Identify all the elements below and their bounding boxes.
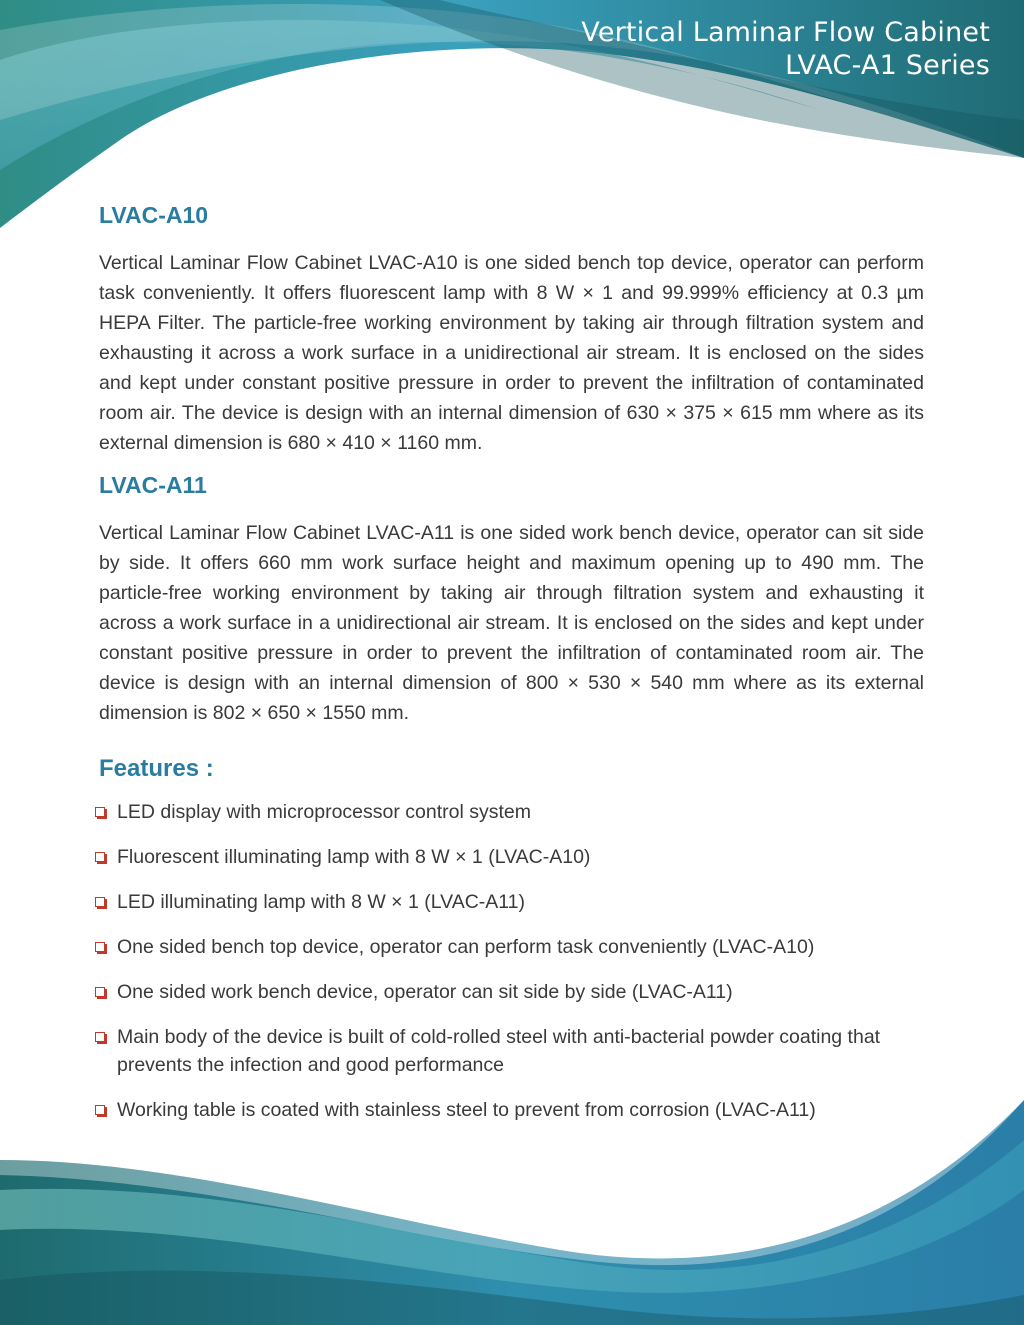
list-item bbox=[95, 888, 920, 916]
section-heading: LVAC-A10 bbox=[99, 202, 209, 228]
features-list bbox=[95, 798, 920, 1124]
feature-text: Working table is coated with stainless steel to prevent from corrosion (LVAC-A11) bbox=[117, 1099, 816, 1121]
list-item bbox=[95, 933, 920, 961]
title-line-series: LVAC-A1 Series bbox=[785, 50, 990, 81]
list-item bbox=[95, 1023, 920, 1079]
feature-text: LED illuminating lamp with 8 W × 1 (LVAC-A11) bbox=[117, 891, 526, 913]
feature-text: One sided work bench device, operator can sit side by side (LVAC-A11) bbox=[117, 981, 733, 1003]
section-heading: LVAC-A11 bbox=[99, 472, 207, 498]
list-item bbox=[95, 978, 920, 1006]
footer-wave-decoration bbox=[0, 1080, 1024, 1325]
feature-text: Main body of the device is built of cold-rolled steel with anti-bacterial powder coating that prevents the infection and good performance bbox=[117, 1026, 881, 1076]
feature-text: Fluorescent illuminating lamp with 8 W × 1 (LVAC-A10) bbox=[117, 846, 591, 868]
checkbox-bullet-icon bbox=[95, 942, 105, 952]
checkbox-bullet-icon bbox=[95, 852, 105, 862]
section-lvac-a10 bbox=[99, 200, 924, 458]
title-line-product: Vertical Laminar Flow Cabinet bbox=[581, 17, 990, 48]
list-item bbox=[95, 798, 920, 826]
section-lvac-a11 bbox=[99, 470, 924, 728]
features-heading: Features : bbox=[99, 755, 214, 782]
section-paragraph: Vertical Laminar Flow Cabinet LVAC-A10 is one sided bench top device, operator can perform task conveniently. It offers fluorescent lamp with 8 W × 1 and 99.999% efficiency at 0.3 µm HEPA Filter. The particle-free working environment by taking air through filtration system and exhausting it across a work surface in a unidirectional air stream. It is enclosed on the sides and kept under constant positive pressure in order to prevent the infiltration of contaminated room air. The device is design with an internal dimension of 630 × 375 × 615 mm where as its external dimension is 680 × 410 × 1160 mm. bbox=[99, 252, 924, 454]
checkbox-bullet-icon bbox=[95, 987, 105, 997]
feature-text: One sided bench top device, operator can perform task conveniently (LVAC-A10) bbox=[117, 936, 815, 958]
features-section bbox=[99, 754, 924, 1124]
feature-text: LED display with microprocessor control system bbox=[117, 801, 531, 823]
main-content bbox=[99, 200, 924, 1141]
checkbox-bullet-icon bbox=[95, 1032, 105, 1042]
list-item bbox=[95, 843, 920, 871]
checkbox-bullet-icon bbox=[95, 807, 105, 817]
checkbox-bullet-icon bbox=[95, 897, 105, 907]
section-paragraph: Vertical Laminar Flow Cabinet LVAC-A11 is one sided work bench device, operator can sit side by side. It offers 660 mm work surface height and maximum opening up to 490 mm. The particle-free working environment by taking air through filtration system and exhausting it across a work surface in a unidirectional air stream. It is enclosed on the sides and kept under constant positive pressure in order to prevent the infiltration of contaminated room air. The device is design with an internal dimension of 800 × 530 × 540 mm where as its external dimension is 802 × 650 × 1550 mm. bbox=[99, 522, 924, 724]
document-title bbox=[581, 16, 990, 82]
